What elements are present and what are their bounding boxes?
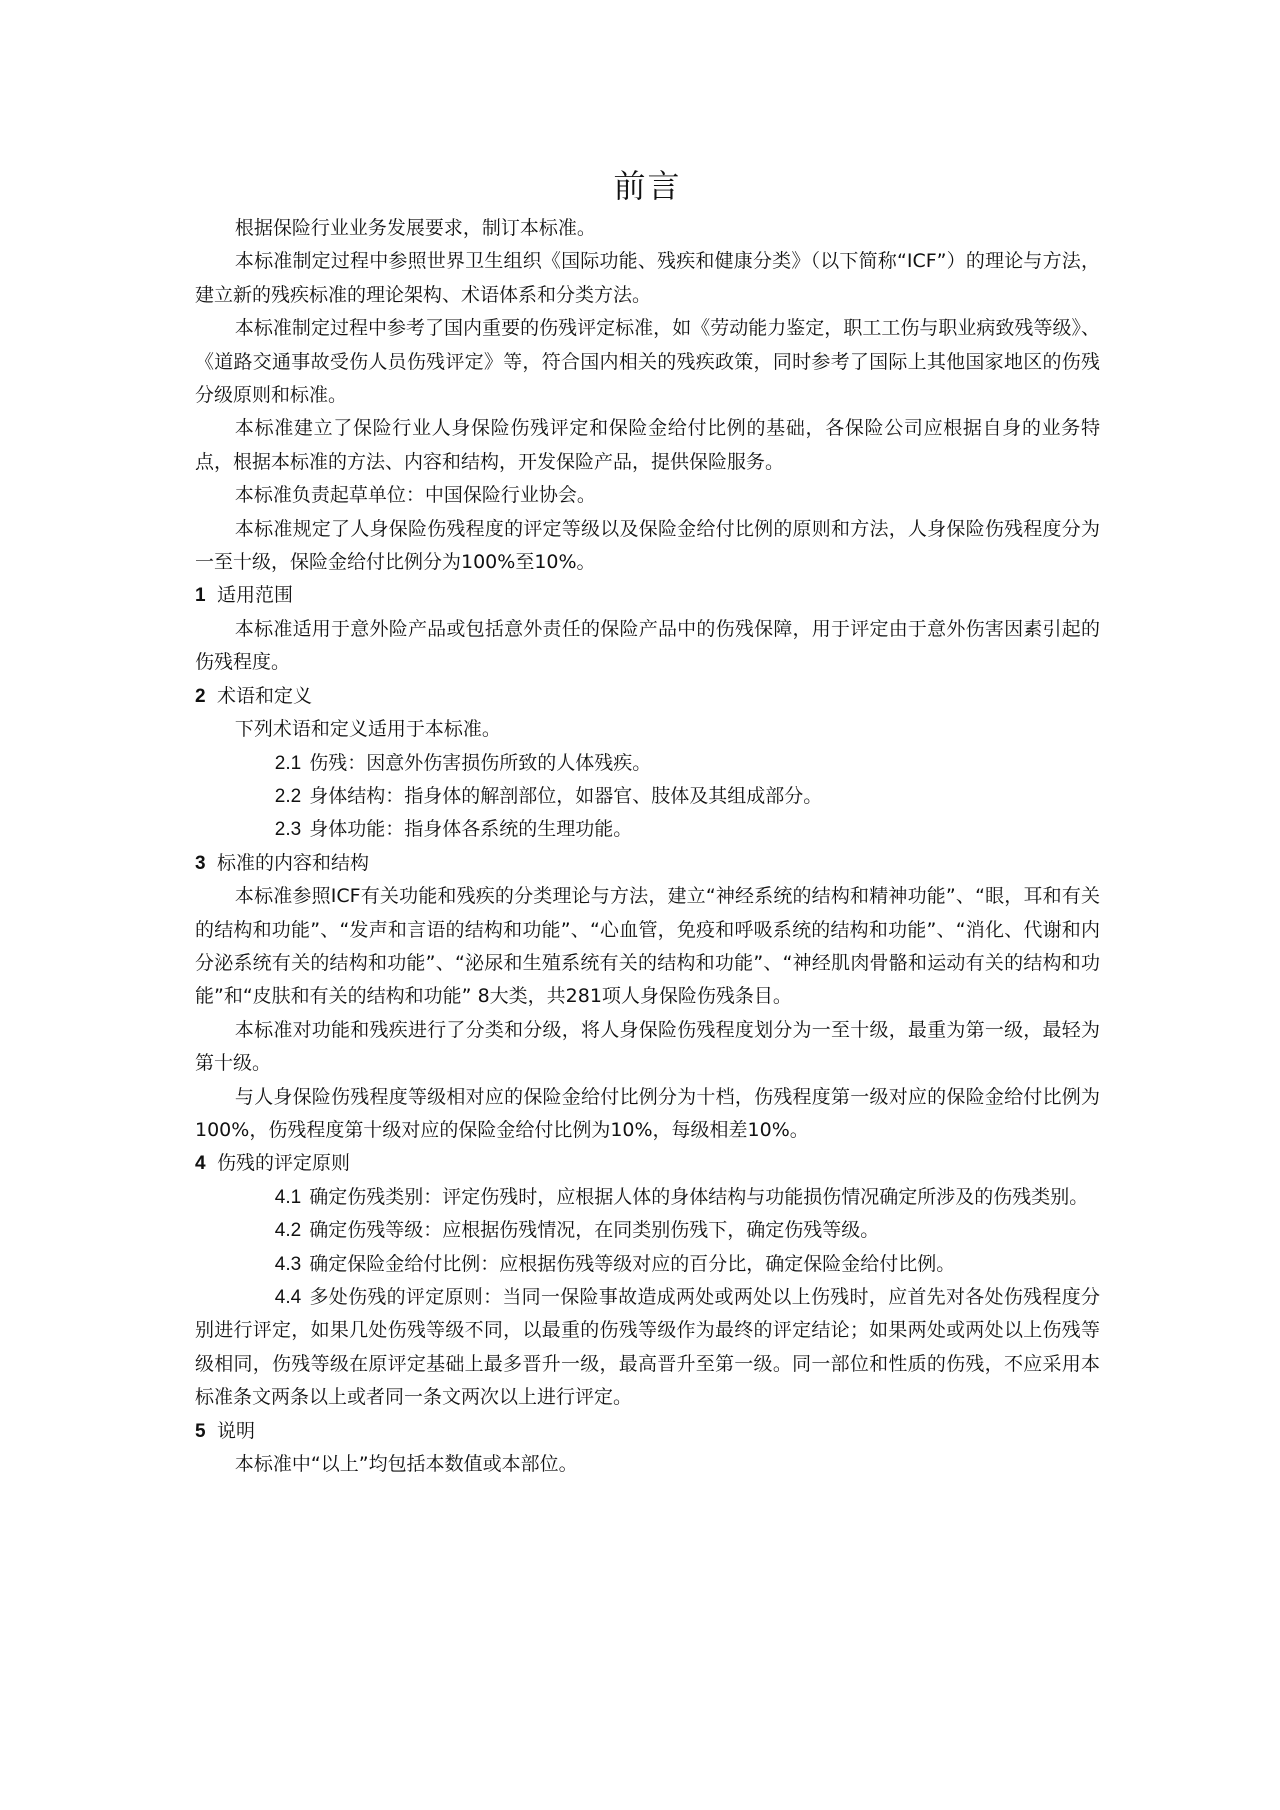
foreword-paragraph: 本标准制定过程中参考了国内重要的伤残评定标准，如《劳动能力鉴定，职工工伤与职业病致残等级》、《道路交通事故受伤人员伤残评定》等，符合国内相关的残疾政策，同时参考了国际上其他国家地区的伤残分级原则和标准。: [195, 317, 1100, 407]
principle-item: [195, 1181, 1100, 1214]
principle-item: [195, 1214, 1100, 1247]
section-title: 伤残的评定原则: [217, 1152, 351, 1175]
section-title: 术语和定义: [217, 684, 313, 707]
term-number: 2.2: [274, 785, 302, 807]
foreword-paragraph: 本标准制定过程中参照世界卫生组织《国际功能、残疾和健康分类》（以下简称“ICF”）的理论与方法，建立新的残疾标准的理论架构、术语体系和分类方法。: [195, 250, 1100, 306]
section-paragraph: 本标准中“以上”均包括本数值或本部位。: [234, 1453, 578, 1476]
principle-item: [195, 1281, 1100, 1415]
principle-text: 确定保险金给付比例：应根据伤残等级对应的百分比，确定保险金给付比例。: [309, 1252, 956, 1275]
principle-text: 多处伤残的评定原则：当同一保险事故造成两处或两处以上伤残时，应首先对各处伤残程度分别进行评定，如果几处伤残等级不同，以最重的伤残等级作为最终的评定结论；如果两处或两处以上伤残等级相同，伤残等级在原评定基础上最多晋升一级，最高晋升至第一级。同一部位和性质的伤残，不应采用本标准条文两条以上或者同一条文两次以上进行评定。: [195, 1286, 1100, 1409]
section-heading: [195, 1147, 1100, 1180]
term-text: 身体功能：指身体各系统的生理功能。: [309, 818, 633, 841]
principle-text: 确定伤残类别：评定伤残时，应根据人体的身体结构与功能损伤情况确定所涉及的伤残类别。: [309, 1185, 1089, 1208]
section-paragraph: 本标准参照ICF有关功能和残疾的分类理论与方法，建立“神经系统的结构和精神功能”、“眼，耳和有关的结构和功能”、“发声和言语的结构和功能”、“心血管，免疫和呼吸系统的结构和功能”、“消化、代谢和内分泌系统有关的结构和功能”、“泌尿和生殖系统有关的结构和功能”、“神经肌肉骨骼和运动有关的结构和功能”和“皮肤和有关的结构和功能” 8大类，共281项人身保险伤残条目。: [195, 885, 1100, 1008]
foreword-paragraph: 根据保险行业业务发展要求，制订本标准。: [234, 217, 596, 239]
section-principles: [195, 1147, 1100, 1414]
section-number: 5: [195, 1420, 206, 1442]
principle-number: 4.2: [274, 1220, 302, 1242]
principle-number: 4.3: [274, 1253, 302, 1275]
section-heading: [195, 579, 1100, 612]
section-paragraph: 本标准适用于意外险产品或包括意外责任的保险产品中的伤残保障，用于评定由于意外伤害因素引起的伤残程度。: [195, 617, 1100, 674]
section-title: 标准的内容和结构: [217, 851, 370, 874]
term-item: [195, 813, 1100, 846]
section-number: 3: [195, 852, 206, 874]
section-number: 1: [195, 585, 206, 607]
section-heading: [195, 1415, 1100, 1448]
term-text: 身体结构：指身体的解剖部位，如器官、肢体及其组成部分。: [309, 784, 823, 807]
term-text: 伤残：因意外伤害损伤所致的人体残疾。: [309, 751, 652, 774]
section-number: 4: [195, 1153, 206, 1175]
term-number: 2.3: [274, 819, 302, 841]
term-item: [195, 747, 1100, 780]
foreword-body: [195, 212, 1100, 579]
section-heading: [195, 680, 1100, 713]
principle-number: 4.4: [274, 1287, 302, 1308]
foreword-paragraph: 本标准规定了人身保险伤残程度的评定等级以及保险金给付比例的原则和方法，人身保险伤残程度分为一至十级，保险金给付比例分为100%至10%。: [195, 517, 1100, 574]
section-heading: [195, 847, 1100, 880]
principle-text: 确定伤残等级：应根据伤残情况，在同类别伤残下，确定伤残等级。: [309, 1219, 880, 1242]
section-number: 2: [195, 685, 206, 707]
section-title: 说明: [217, 1419, 256, 1442]
section-content-structure: [195, 847, 1100, 1148]
section-paragraph: 下列术语和定义适用于本标准。: [234, 718, 501, 741]
foreword-paragraph: 本标准负责起草单位：中国保险行业协会。: [234, 484, 596, 507]
term-number: 2.1: [274, 752, 302, 774]
section-notes: [195, 1415, 1100, 1482]
page-title: 前言: [613, 167, 682, 205]
principle-number: 4.1: [274, 1186, 302, 1208]
principle-item: [195, 1248, 1100, 1281]
section-paragraph: 与人身保险伤残程度等级相对应的保险金给付比例分为十档，伤残程度第一级对应的保险金给付比例为100%，伤残程度第十级对应的保险金给付比例为10%，每级相差10%。: [195, 1085, 1100, 1141]
section-paragraph: 本标准对功能和残疾进行了分类和分级，将人身保险伤残程度划分为一至十级，最重为第一级，最轻为第十级。: [195, 1018, 1100, 1075]
foreword-paragraph: 本标准建立了保险行业人身保险伤残评定和保险金给付比例的基础，各保险公司应根据自身的业务特点，根据本标准的方法、内容和结构，开发保险产品，提供保险服务。: [195, 417, 1100, 473]
section-terms: [195, 680, 1100, 847]
term-item: [195, 780, 1100, 813]
document-page: [195, 160, 1100, 1481]
section-scope: [195, 579, 1100, 679]
section-title: 适用范围: [217, 584, 294, 607]
